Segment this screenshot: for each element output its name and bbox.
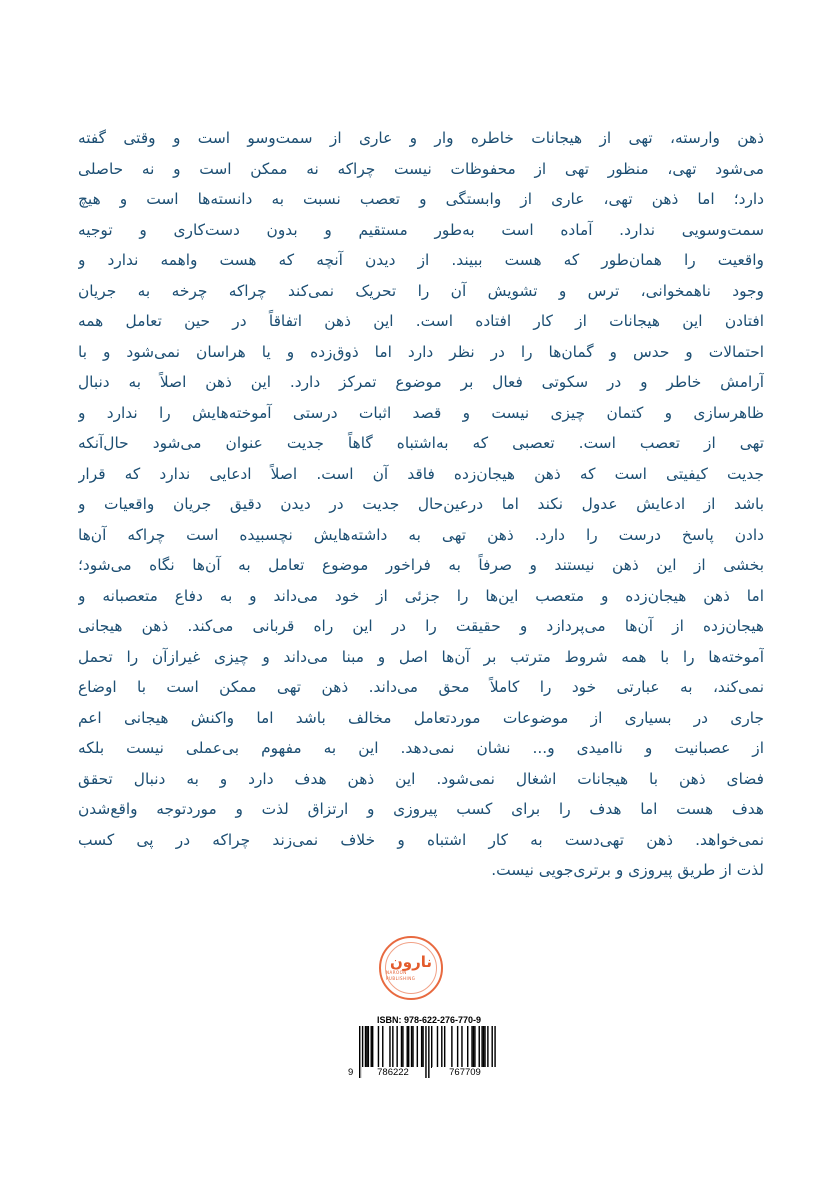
barcode-bar: [366, 1026, 367, 1068]
isbn-label: ISBN: 978-622-276-770-9: [376, 1015, 482, 1025]
barcode-bar: [467, 1026, 468, 1068]
barcode-bar: [421, 1026, 422, 1068]
barcode-bar: [461, 1026, 462, 1068]
barcode-digit-first: 9: [348, 1067, 354, 1078]
barcode-bar: [428, 1026, 429, 1078]
barcode-bar: [471, 1026, 472, 1068]
publisher-logo: [379, 936, 443, 1000]
logo-ring: [385, 942, 437, 994]
barcode-bar: [389, 1026, 390, 1068]
barcode-bar: [411, 1026, 412, 1068]
text-line: احتمالات و حدس و گمان‌ها را در نظر دارد اما ذوق‌زده و یا هراسان نمی‌شود و با: [78, 342, 764, 361]
barcode-bar: [392, 1026, 393, 1068]
text-line: افتادن این هیجانات از کار افتاده است. این ذهن اتفاقاً در حین تعامل همه: [78, 312, 764, 330]
text-line: ذهن وارسته، تهی از هیجانات خاطره وار و عاری از سمت‌وسو است و وقتی گفته: [78, 129, 764, 147]
text-line: دارد؛ اما ذهن تهی، عاری از وابستگی و تعصب نسبت به دانسته‌ها است و هیچ: [78, 190, 764, 208]
text-line: آموخته‌ها را با همه شروط مترتب بر آن‌ها اصل و مبنا می‌داند و چیزی غیرازآن را تحمل: [78, 647, 764, 666]
barcode-bar: [407, 1026, 408, 1068]
barcode-bar: [431, 1026, 432, 1068]
text-line: جدیت کیفیتی است که ذهن هیجان‌زده فاقد آن است. اصلاً ادعایی ندارد که قرار: [78, 464, 764, 483]
text-line: لذت از طریق پیروزی و برتری‌جویی نیست.: [491, 861, 764, 879]
barcode-bar: [481, 1026, 482, 1068]
text-line: وجود ناهمخوانی، ترس و تشویش آن را تحریک نمی‌کند چراکه چرخه به جریان: [78, 281, 764, 300]
barcode-bar: [479, 1026, 480, 1068]
barcode-bar: [408, 1026, 409, 1068]
barcode-bar: [444, 1026, 445, 1068]
barcode-bar: [483, 1026, 484, 1068]
barcode-bar: [372, 1026, 373, 1068]
barcode-bar: [382, 1026, 383, 1068]
logo-text: نارون: [389, 953, 433, 971]
text-line: می‌شود تهی، منظور تهی از محفوظات نیست چراکه نه ممکن است و نه حاصلی: [78, 159, 764, 178]
text-line: اما ذهن هیجان‌زده و متعصب این‌ها را جزئی از خود می‌داند و به دفاع متعصبانه و: [78, 586, 764, 605]
barcode-bar: [378, 1026, 379, 1068]
barcode-bar: [365, 1026, 366, 1068]
barcode-bar: [417, 1026, 418, 1068]
text-line: جاری در بسیاری از موضوعات موردتعامل مخالف باشد اما واکنش هیجانی اعم: [78, 708, 764, 727]
barcode-bar: [412, 1026, 413, 1068]
barcode-bar: [437, 1026, 438, 1068]
barcode-bar: [451, 1026, 452, 1068]
barcode-bar: [457, 1026, 458, 1068]
barcode-bar: [371, 1026, 372, 1068]
text-line: آرامش خاطر و در سکوتی فعال بر موضوع تمرکز دارد. این ذهن اصلاً به دنبال: [78, 373, 764, 391]
barcode-bar: [396, 1026, 397, 1068]
text-line: تهی از تعصب است. تعصبی که به‌اشتباه گاهاً جدیت عنوان می‌شود حال‌آنکه: [78, 434, 764, 452]
barcode-bar: [425, 1026, 426, 1078]
barcode-bar: [422, 1026, 423, 1068]
text-line: سمت‌وسویی ندارد. آماده است به‌طور مستقیم و بدون دست‌کاری و توجیه: [78, 220, 764, 239]
back-cover-text: [78, 123, 764, 886]
barcode-bar: [402, 1026, 403, 1068]
text-line: واقعیت را همان‌طور که هست ببیند. از دیدن آنچه که هست واهمه ندارد و: [78, 251, 764, 269]
text-line: فضای ذهن با هیجانات اشغال نمی‌شود. این ذهن هدف دارد و به دنبال تحقق: [78, 769, 764, 788]
text-line: هدف هست اما هدف را برای کسب پیروزی و ارتزاق لذت و موردتوجه واقع‌شدن: [78, 800, 764, 818]
text-line: دادن پاسخ درست را دارد. ذهن تهی به داشته‌هایش نچسبیده است چراکه آن‌ها: [78, 525, 764, 544]
text-line: هیجان‌زده از آن‌ها می‌پردازد و حقیقت را در این راه قربانی می‌کند. ذهن هیجانی: [78, 617, 764, 635]
barcode-bar: [473, 1026, 474, 1068]
text-line: باشد از ادعایش عدول نکند اما درعین‌حال جدیت در دیدن دقیق جریان واقعیات و: [78, 495, 764, 513]
barcode-bar: [441, 1026, 442, 1068]
text-line: ظاهرسازی و کتمان چیزی نیست و قصد اثبات درستی آموخته‌هایش را ندارد و: [78, 403, 764, 422]
text-line: نمی‌کند، به عبارتی خود را کاملاً محق می‌داند. ذهن تهی ممکن است با اوضاع: [78, 678, 764, 696]
text-line: نمی‌خواهد. ذهن تهی‌دست به کار اشتباه و خلاف نمی‌زند چراکه در پی کسب: [78, 830, 764, 849]
barcode-digits-left: 786222: [362, 1067, 424, 1078]
barcode-bar: [484, 1026, 485, 1068]
logo-subtext: NAROON PUBLISHING: [386, 970, 416, 981]
barcode-bar: [487, 1026, 488, 1068]
barcode-digits-right: 767709: [432, 1067, 498, 1078]
barcode-bar: [401, 1026, 402, 1068]
barcode-bar: [474, 1026, 475, 1068]
text-line: بخشی از این ذهن نیستند و صرفاً به فراخور موضوع تعامل به آن‌ها نگاه می‌شود؛: [78, 556, 764, 574]
text-line: از عصبانیت و ناامیدی و... نشان نمی‌دهد. این به مفهوم بی‌عملی نیست بلکه: [78, 739, 764, 757]
barcode-bar: [368, 1026, 369, 1068]
barcode-bar: [359, 1026, 360, 1078]
